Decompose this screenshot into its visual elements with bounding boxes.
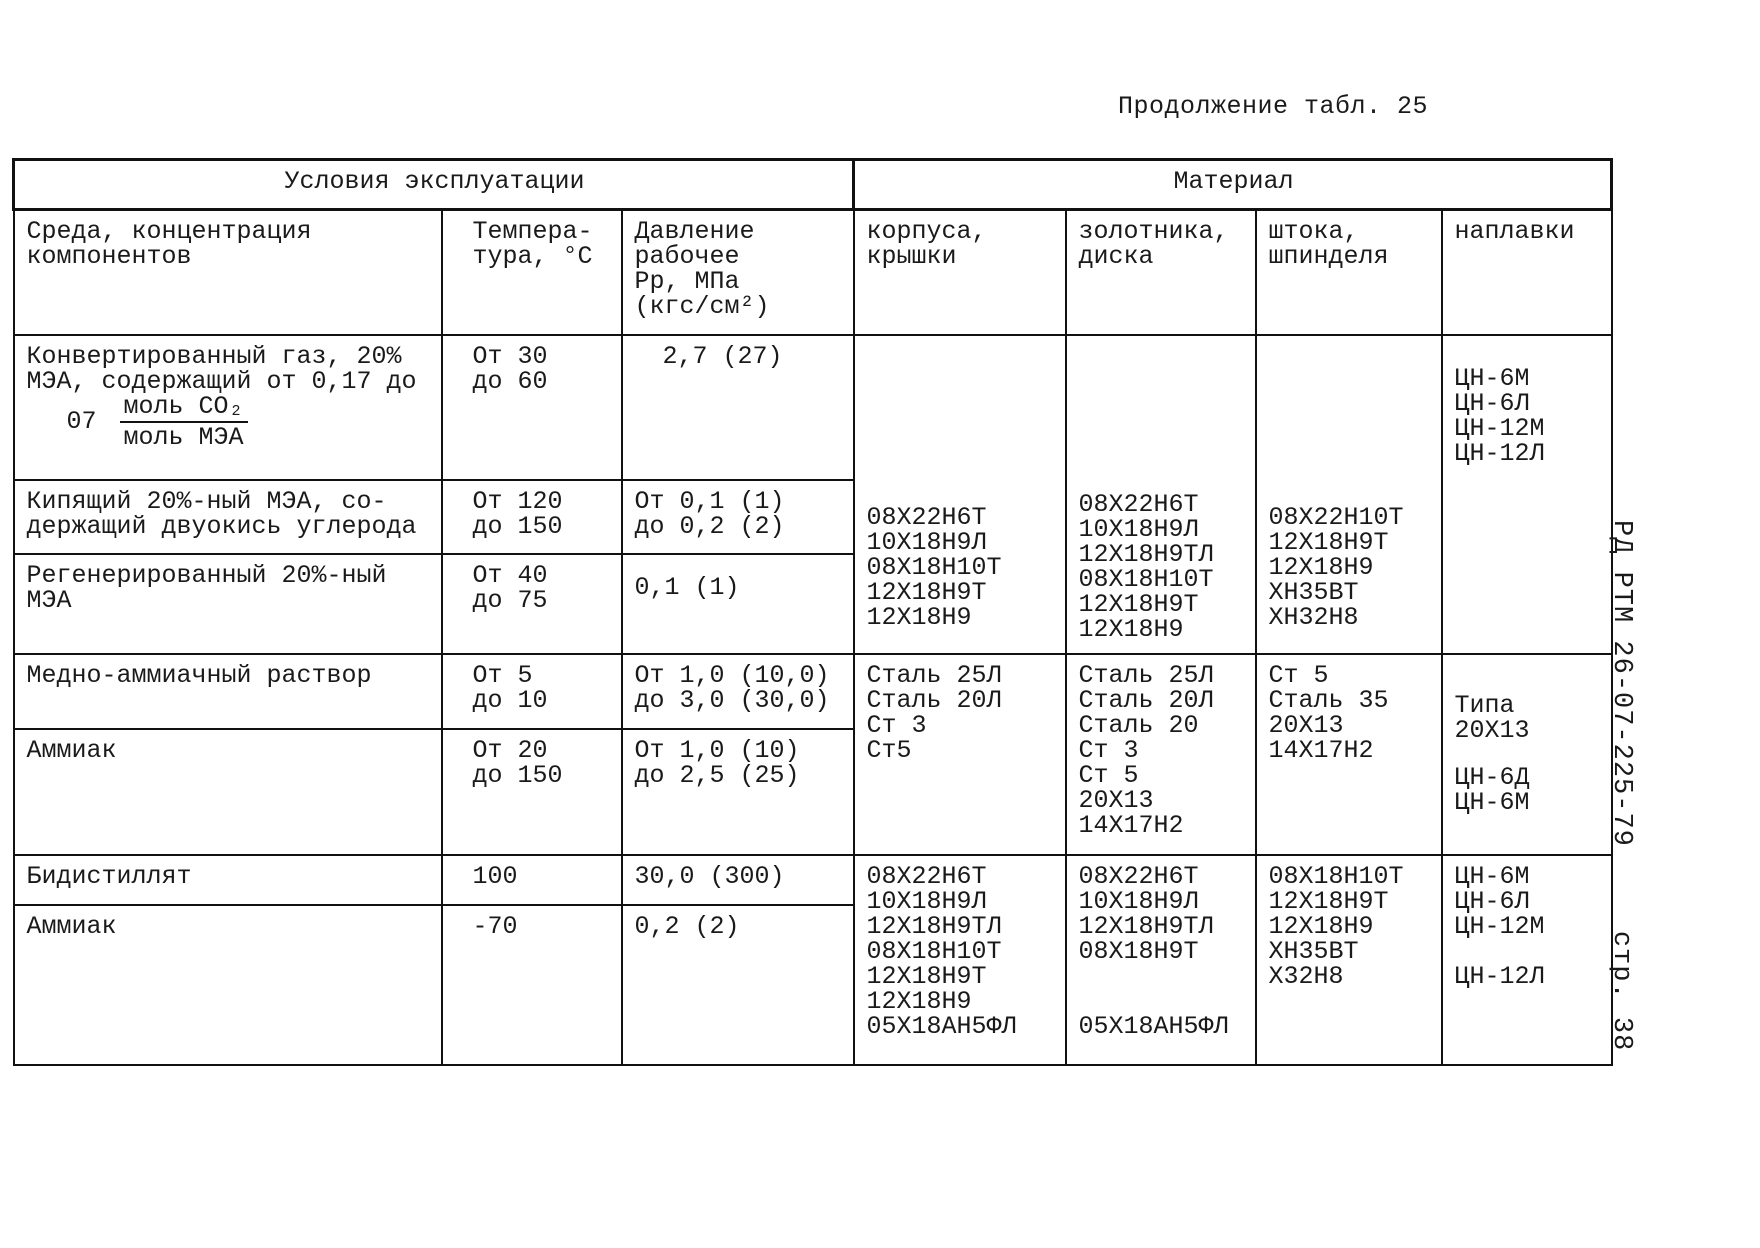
table-row-pressure: От 0,1 (1) до 0,2 (2)	[622, 480, 854, 554]
material-stem-group3: 08Х18Н10Т 12Х18Н9Т 12Х18Н9 ХН35ВТ Х32Н8	[1256, 855, 1442, 1065]
material-body-group2: Сталь 25Л Сталь 20Л Ст 3 Ст5	[854, 654, 1066, 855]
table-row-temperature: 100	[442, 855, 622, 905]
material-surfacing-group2	[1442, 654, 1612, 855]
material-body-group3: 08Х22Н6Т 10Х18Н9Л 12Х18Н9ТЛ 08Х18Н10Т 12Х18Н9Т 12Х18Н9 05Х18АН5ФЛ	[854, 855, 1066, 1065]
table-caption: Продолжение табл. 25	[1118, 92, 1429, 121]
material-spool-group1: 08Х22Н6Т 10Х18Н9Л 12Х18Н9ТЛ 08Х18Н10Т 12Х18Н9Т 12Х18Н9	[1066, 335, 1256, 654]
header-surfacing: наплавки	[1442, 210, 1612, 335]
table-row-temperature: От 120 до 150	[442, 480, 622, 554]
page-number: стр. 38	[1606, 930, 1636, 1052]
surfacing-type: Типа 20Х13	[1454, 690, 1530, 745]
material-spool-group2: Сталь 25Л Сталь 20Л Сталь 20 Ст 3 Ст 5 20Х13 14Х17Н2	[1066, 654, 1256, 855]
table-row-medium: Аммиак	[14, 905, 442, 1065]
table-row-pressure: 30,0 (300)	[622, 855, 854, 905]
header-pressure: Давление рабочее Рр, МПа (кгс/см²)	[622, 210, 854, 335]
mole-fraction	[120, 391, 248, 452]
header-body: корпуса, крышки	[854, 210, 1066, 335]
fraction-denominator: моль МЭА	[123, 422, 244, 452]
surfacing-grades: ЦН-6Д ЦН-6М	[1454, 762, 1530, 817]
table-row-pressure: 2,7 (27)	[622, 335, 854, 480]
table-row-medium: Регенерированный 20%-ный МЭА	[14, 554, 442, 654]
header-temperature: Темпера- тура, °С	[442, 210, 622, 335]
material-stem-group1: 08Х22Н10Т 12Х18Н9Т 12Х18Н9 ХН35ВТ ХН32Н8	[1256, 335, 1442, 654]
medium-lead: 07	[66, 407, 97, 436]
header-stem: штока, шпинделя	[1256, 210, 1442, 335]
medium-text: Конвертированный газ, 20% МЭА, содержащий от 0,17 до	[26, 341, 417, 396]
material-stem-group2: Ст 5 Сталь 35 20Х13 14Х17Н2	[1256, 654, 1442, 855]
table-row-temperature: От 5 до 10	[442, 654, 622, 729]
side-label	[1606, 520, 1636, 1051]
table-row-medium	[14, 335, 442, 480]
table-row-medium: Бидистиллят	[14, 855, 442, 905]
material-surfacing-group3: ЦН-6М ЦН-6Л ЦН-12М ЦН-12Л	[1442, 855, 1612, 1065]
header-material: Материал	[854, 160, 1612, 210]
table-row-temperature: -70	[442, 905, 622, 1065]
table-row-medium: Кипящий 20%-ный МЭА, со- держащий двуокись углерода	[14, 480, 442, 554]
table-row-temperature: От 30 до 60	[442, 335, 622, 480]
table-row-medium: Аммиак	[14, 729, 442, 855]
header-spool: золотника, диска	[1066, 210, 1256, 335]
fraction-numerator: моль СО₂	[120, 394, 248, 423]
table-row-temperature: От 40 до 75	[442, 554, 622, 654]
document-code: РД РТМ 26-07-225-79	[1606, 520, 1636, 847]
table-row-medium: Медно-аммиачный раствор	[14, 654, 442, 729]
material-body-group1: 08Х22Н6Т 10Х18Н9Л 08Х18Н10Т 12Х18Н9Т 12Х18Н9	[854, 335, 1066, 654]
table-row-pressure: От 1,0 (10,0) до 3,0 (30,0)	[622, 654, 854, 729]
material-spool-group3: 08Х22Н6Т 10Х18Н9Л 12Х18Н9ТЛ 08Х18Н9Т 05Х18АН5ФЛ	[1066, 855, 1256, 1065]
header-medium: Среда, концентрация компонентов	[14, 210, 442, 335]
header-conditions: Условия эксплуатации	[14, 160, 854, 210]
materials-table	[12, 158, 1613, 1066]
table-row-pressure: 0,1 (1)	[622, 554, 854, 654]
table-row-pressure: От 1,0 (10) до 2,5 (25)	[622, 729, 854, 855]
table-row-pressure: 0,2 (2)	[622, 905, 854, 1065]
material-surfacing-group1: ЦН-6М ЦН-6Л ЦН-12М ЦН-12Л	[1442, 335, 1612, 654]
table-row-temperature: От 20 до 150	[442, 729, 622, 855]
